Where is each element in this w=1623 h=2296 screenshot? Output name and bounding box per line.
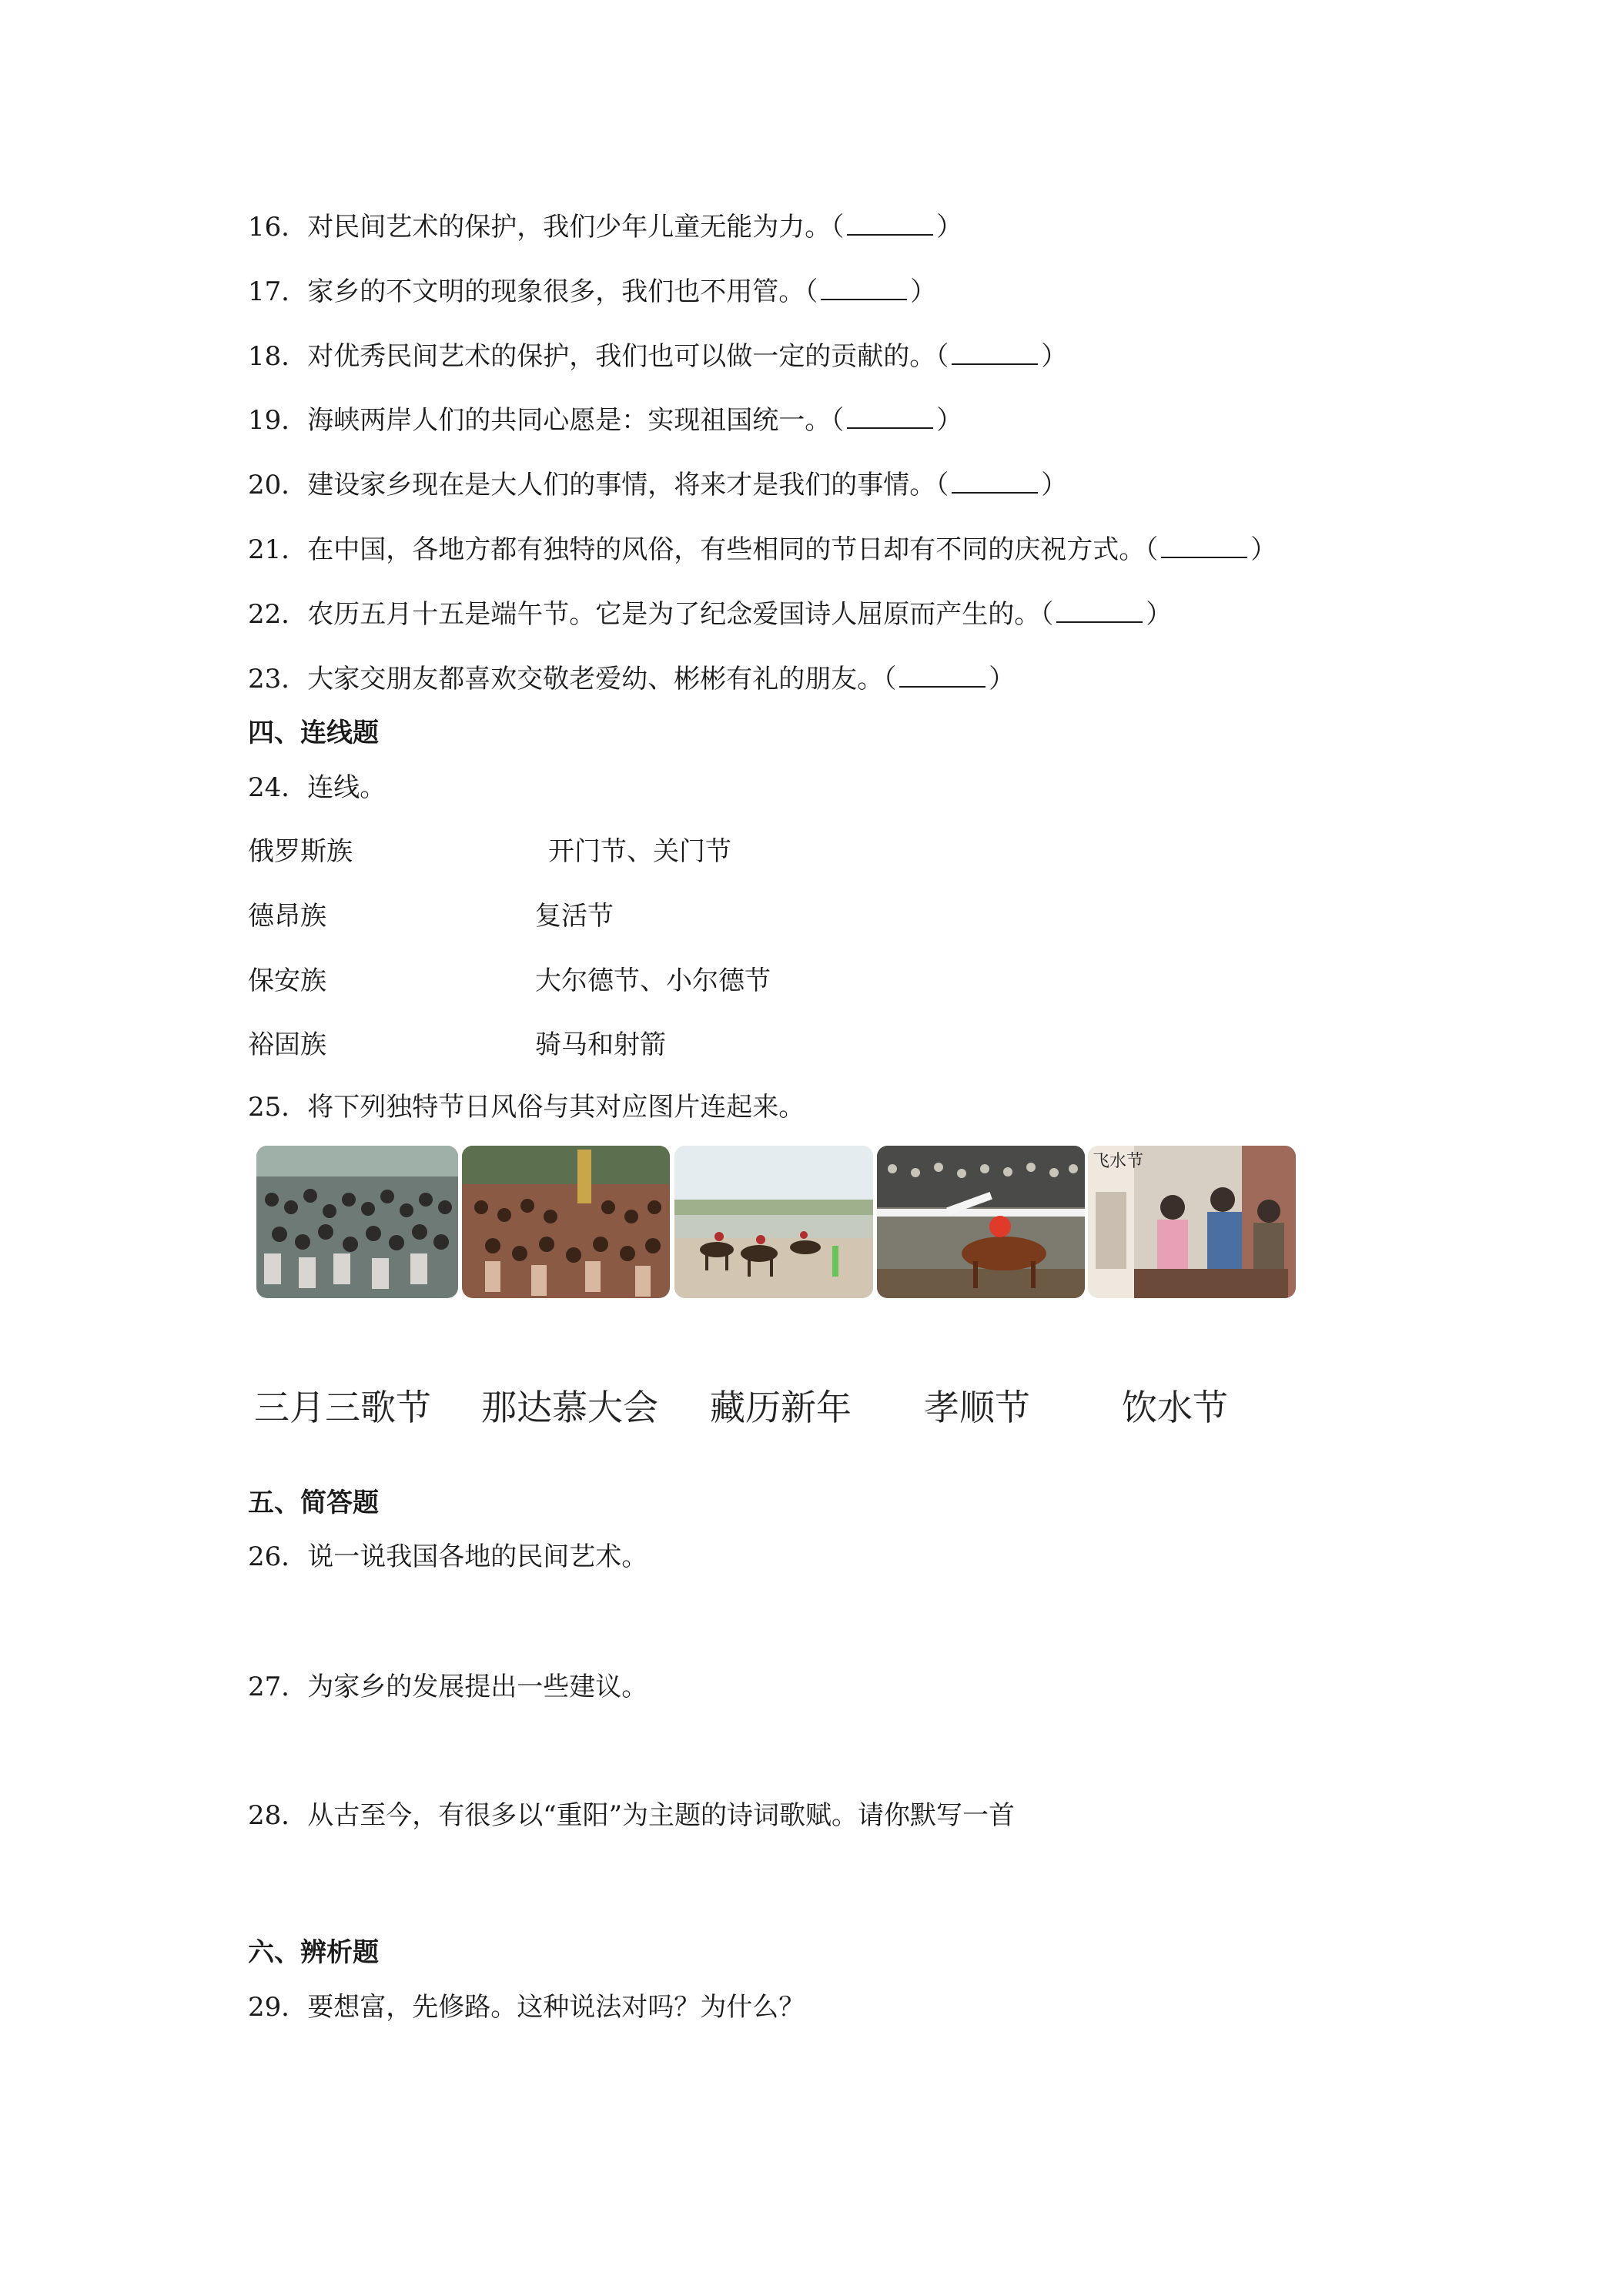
question-number: 17． [248, 276, 308, 307]
paren-close: ） [989, 664, 1016, 694]
match-right-item[interactable]: 开门节、关门节 [548, 836, 731, 867]
question-text: 建设家乡现在是大人们的事情，将来才是我们的事情。（ [307, 470, 949, 500]
question-text: 连线。 [307, 772, 387, 803]
question-text: 将下列独特节日风俗与其对应图片连起来。 [307, 1092, 805, 1123]
paren-close: ） [1250, 534, 1277, 565]
question-24 [248, 770, 386, 805]
question-text: 对民间艺术的保护，我们少年儿童无能为力。（ [307, 212, 845, 243]
photo-drinking-water-festival[interactable] [1088, 1146, 1296, 1298]
match-right-item[interactable]: 复活节 [535, 901, 614, 932]
question-number: 16． [248, 212, 308, 243]
match-left-item[interactable]: 德昂族 [248, 901, 326, 932]
question-19 [248, 403, 962, 438]
question-25 [248, 1089, 805, 1125]
question-number: 21． [248, 534, 308, 565]
question-23 [248, 661, 1015, 697]
answer-blank[interactable] [821, 276, 907, 300]
question-number: 22． [248, 599, 308, 630]
paren-close: ） [1041, 341, 1068, 372]
answer-blank[interactable] [899, 663, 986, 688]
question-29 [248, 1990, 805, 2025]
question-22 [248, 597, 1172, 632]
question-text: 家乡的不文明的现象很多，我们也不用管。（ [307, 276, 818, 307]
question-text: 在中国，各地方都有独特的风俗，有些相同的节日却有不同的庆祝方式。（ [307, 534, 1159, 565]
festival-label[interactable]: 饮水节 [1122, 1387, 1228, 1428]
section-title-matching: 四、连线题 [248, 718, 379, 748]
paren-close: ） [1146, 599, 1173, 630]
answer-blank[interactable] [1056, 598, 1143, 623]
question-text: 说一说我国各地的民间艺术。 [307, 1541, 648, 1572]
festival-label[interactable]: 藏历新年 [710, 1387, 852, 1428]
question-20 [248, 467, 1067, 503]
question-28 [248, 1798, 1015, 1833]
answer-blank[interactable] [1161, 534, 1247, 558]
answer-blank[interactable] [952, 469, 1038, 494]
question-number: 29． [248, 1992, 308, 2023]
question-text: 海峡两岸人们的共同心愿是：实现祖国统一。（ [307, 405, 845, 436]
question-number: 26． [248, 1541, 308, 1572]
match-right-item[interactable]: 大尔德节、小尔德节 [535, 966, 771, 996]
festival-label[interactable]: 三月三歌节 [254, 1387, 431, 1428]
question-number: 18． [248, 341, 308, 372]
question-17 [248, 274, 936, 310]
paren-close: ） [936, 405, 963, 436]
match-left-item[interactable]: 裕固族 [248, 1029, 326, 1060]
question-number: 20． [248, 470, 308, 500]
paren-close: ） [1041, 470, 1068, 500]
photo-horse-race-track[interactable] [877, 1146, 1085, 1298]
section-title-short-answer: 五、简答题 [248, 1488, 379, 1518]
question-number: 23． [248, 664, 308, 694]
question-text: 大家交朋友都喜欢交敬老爱幼、彬彬有礼的朋友。（ [307, 664, 897, 694]
photo-horse-race-grassland[interactable] [674, 1146, 873, 1298]
question-number: 24． [248, 772, 308, 803]
question-text: 对优秀民间艺术的保护，我们也可以做一定的贡献的。（ [307, 341, 949, 372]
match-left-item[interactable]: 保安族 [248, 966, 326, 996]
question-number: 19． [248, 405, 308, 436]
question-text: 为家乡的发展提出一些建议。 [307, 1672, 648, 1702]
question-text: 从古至今，有很多以“重阳”为主题的诗词歌赋。请你默写一首 [307, 1800, 1016, 1831]
question-21 [248, 532, 1277, 567]
question-16 [248, 209, 962, 245]
question-26 [248, 1539, 648, 1575]
festival-label[interactable]: 孝顺节 [924, 1387, 1030, 1428]
answer-blank[interactable] [847, 404, 933, 429]
match-right-item[interactable]: 骑马和射箭 [535, 1029, 666, 1060]
paren-close: ） [910, 276, 937, 307]
photo-festival-dancers[interactable] [462, 1146, 670, 1298]
photo-sign: 飞水节 [1093, 1152, 1144, 1171]
question-18 [248, 339, 1067, 374]
question-text: 农历五月十五是端午节。它是为了纪念爱国诗人屈原而产生的。（ [307, 599, 1054, 630]
match-left-item[interactable]: 俄罗斯族 [248, 836, 353, 867]
paren-close: ） [936, 212, 963, 243]
answer-blank[interactable] [847, 211, 933, 236]
answer-blank[interactable] [952, 340, 1038, 365]
question-text: 要想富，先修路。这种说法对吗？为什么？ [307, 1992, 805, 2023]
question-number: 25． [248, 1092, 308, 1123]
photo-crowd-waterside[interactable] [256, 1146, 458, 1298]
question-27 [248, 1669, 648, 1705]
question-number: 27． [248, 1672, 308, 1702]
festival-label[interactable]: 那达慕大会 [481, 1387, 658, 1428]
section-title-analysis: 六、辨析题 [248, 1937, 379, 1968]
question-number: 28． [248, 1800, 308, 1831]
